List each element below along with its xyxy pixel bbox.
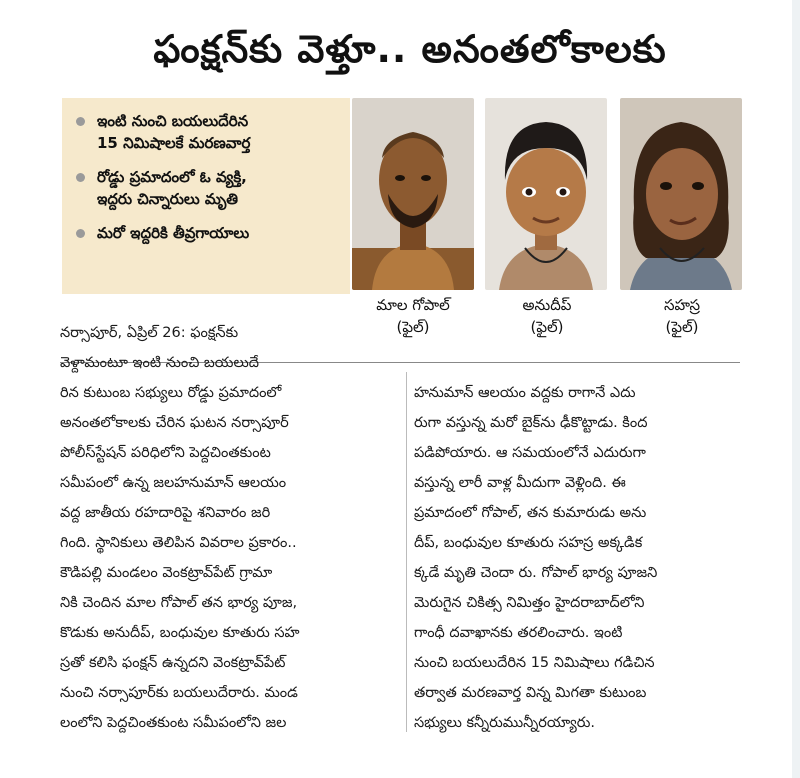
text-line: రిన కుటుంబ సభ్యులు రోడ్డు ప్రమాదంలో: [60, 385, 282, 401]
article-column-right: [414, 378, 744, 738]
text-line: వెళ్దామంటూ ఇంటి నుంచి బయలుదే: [60, 355, 259, 371]
text-line: కొడుకు అనుదీప్, బంధువుల కూతురు సహ: [60, 625, 300, 641]
bullet-item: [76, 110, 342, 154]
text-line: మెరుగైన చికిత్స నిమిత్తం హైదరాబాద్‌లోని: [414, 595, 645, 611]
text-line: హనుమాన్ ఆలయం వద్దకు రాగానే ఎదు: [414, 385, 636, 401]
text-line: క్కడే మృతి చెందా రు. గోపాల్ భార్య పూజని: [414, 565, 658, 581]
column-divider: [406, 372, 407, 732]
text-line: తర్వాత మరణవార్త విన్న మిగతా కుటుంబ: [414, 685, 647, 701]
text-line: నుంచి నర్సాపూర్‌కు బయలుదేరారు. మండ: [60, 685, 298, 701]
text-line: లంలోని పెద్దచింతకుంట సమీపంలోని జల: [60, 715, 287, 731]
page-edge: [792, 0, 800, 778]
caption-gopal: మాల గోపాల్ (ఫైల్): [376, 296, 450, 336]
bullet-text: రోడ్డు ప్రమాదంలో ఓ వ్యక్తి, ఇద్దరు చిన్నారులు మృతి: [97, 168, 247, 208]
text-line: గాంధీ దవాఖానకు తరలించారు. ఇంటి: [414, 625, 623, 641]
text-line: నర్సాపూర్, ఏప్రిల్ 26: ఫంక్షన్‌కు: [60, 325, 239, 341]
text-line: పోలీస్‌స్టేషన్ పరిధిలోని పెద్దచింతకుంట: [60, 445, 271, 461]
portrait-boy-image: [485, 98, 607, 290]
photo-gopal: [352, 98, 474, 290]
text-line: సమీపంలో ఉన్న జలహనుమాన్ ఆలయం: [60, 475, 287, 491]
text-line: పడిపోయారు. ఆ సమయంలోనే ఎదురుగా: [414, 445, 646, 461]
text-line: నికి చెందిన మాల గోపాల్ తన భార్య పూజ,: [60, 595, 298, 611]
bullet-text: ఇంటి నుంచి బయలుదేరిన 15 నిమిషాలకే మరణవార్త: [97, 112, 251, 152]
bullet-icon: [76, 117, 85, 126]
caption-anudeep: అనుదీప్ (ఫైల్): [522, 296, 572, 336]
text-line: రుగా వస్తున్న మరో బైక్‌ను ఢీకొట్టాడు. కింద: [414, 415, 648, 431]
bullet-icon: [76, 229, 85, 238]
caption-sahasra: సహస్ర (ఫైల్): [663, 296, 701, 336]
text-line: వద్ద జాతీయ రహదారిపై శనివారం జరి: [60, 505, 271, 521]
text-line: అనంతలోకాలకు చేరిన ఘటన నర్సాపూర్: [60, 415, 289, 431]
photo-anudeep: [485, 98, 607, 290]
portrait-man-image: [352, 98, 474, 290]
bullet-text: మరో ఇద్దరికి తీవ్రగాయాలు: [97, 224, 250, 242]
text-line: స్రతో కలిసి ఫంక్షన్ ఉన్నదని వెంకట్రావ్‌పేట్: [60, 655, 286, 671]
bullet-item: [76, 222, 342, 244]
text-line: గింది. స్థానికులు తెలిపిన వివరాల ప్రకారం..: [60, 535, 297, 551]
headline: ఫంక్షన్‌కు వెళ్తూ.. అనంతలోకాలకు: [153, 27, 667, 71]
bullet-box: [62, 98, 350, 294]
text-line: ప్రమాదంలో గోపాల్, తన కుమారుడు అను: [414, 505, 647, 521]
bullet-icon: [76, 173, 85, 182]
text-line: కౌడిపల్లి మండలం వెంకట్రావ్‌పేట్ గ్రామా: [60, 565, 273, 581]
bullet-item: [76, 166, 342, 210]
portrait-girl-image: [620, 98, 742, 290]
article-intro: [60, 318, 340, 378]
text-line: సభ్యులు కన్నీరుమున్నీరయ్యారు.: [414, 715, 596, 731]
text-line: వస్తున్న లారీ వాళ్ల మీదుగా వెళ్లింది. ఈ: [414, 475, 626, 491]
text-line: దీప్, బంధువుల కూతురు సహస్ర అక్కడిక: [414, 535, 643, 551]
article-column-left: [60, 378, 400, 738]
photo-sahasra: [620, 98, 742, 290]
text-line: నుంచి బయలుదేరిన 15 నిమిషాలు గడిచిన: [414, 655, 655, 671]
